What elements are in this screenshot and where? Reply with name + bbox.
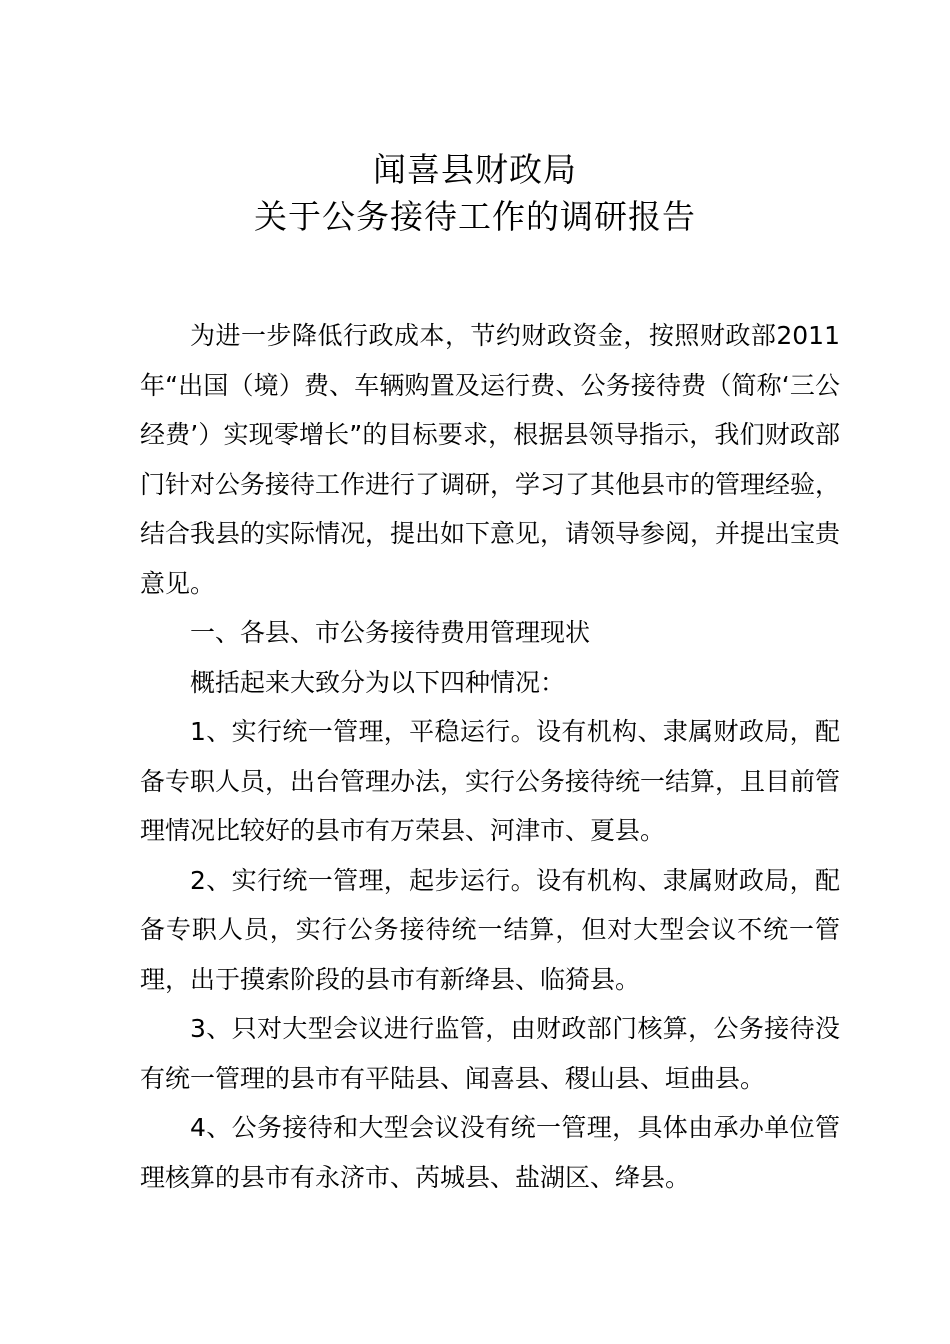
paragraph-case-1: 1、实行统一管理，平稳运行。设有机构、隶属财政局，配备专职人员，出台管理办法，实行公务接待统一结算，且目前管理情况比较好的县市有万荣县、河津市、夏县。 — [140, 717, 841, 845]
paragraph-case-4: 4、公务接待和大型会议没有统一管理，具体由承办单位管理核算的县市有永济市、芮城县、盐湖区、绛县。 — [140, 1113, 840, 1192]
paragraph-case-3: 3、只对大型会议进行监管，由财政部门核算，公务接待没有统一管理的县市有平陆县、闻喜县、稷山县、垣曲县。 — [140, 1014, 840, 1093]
title-report: 关于公务接待工作的调研报告 — [254, 197, 696, 236]
title-agency: 闻喜县财政局 — [373, 150, 577, 189]
paragraph-case-2: 2、实行统一管理，起步运行。设有机构、隶属财政局，配备专职人员，实行公务接待统一结算，但对大型会议不统一管理，出于摸索阶段的县市有新绛县、临猗县。 — [140, 865, 840, 994]
section-heading-1: 一、各县、市公务接待费用管理现状 — [190, 618, 591, 647]
document-title — [0, 148, 950, 239]
paragraph-summary: 概括起来大致分为以下四种情况： — [190, 667, 566, 697]
paragraph-intro: 为进一步降低行政成本，节约财政资金，按照财政部2011年“出国（境）费、车辆购置及运行费、公务接待费（简称‘三公经费’）实现零增长”的目标要求，根据县领导指示，我们财政部门针对公务接待工作进行了调研，学习了其他县市的管理经验，结合我县的实际情况，提出如下意见，请领导参阅，并提出宝贵意见。 — [140, 321, 841, 598]
document-body — [140, 311, 840, 1202]
